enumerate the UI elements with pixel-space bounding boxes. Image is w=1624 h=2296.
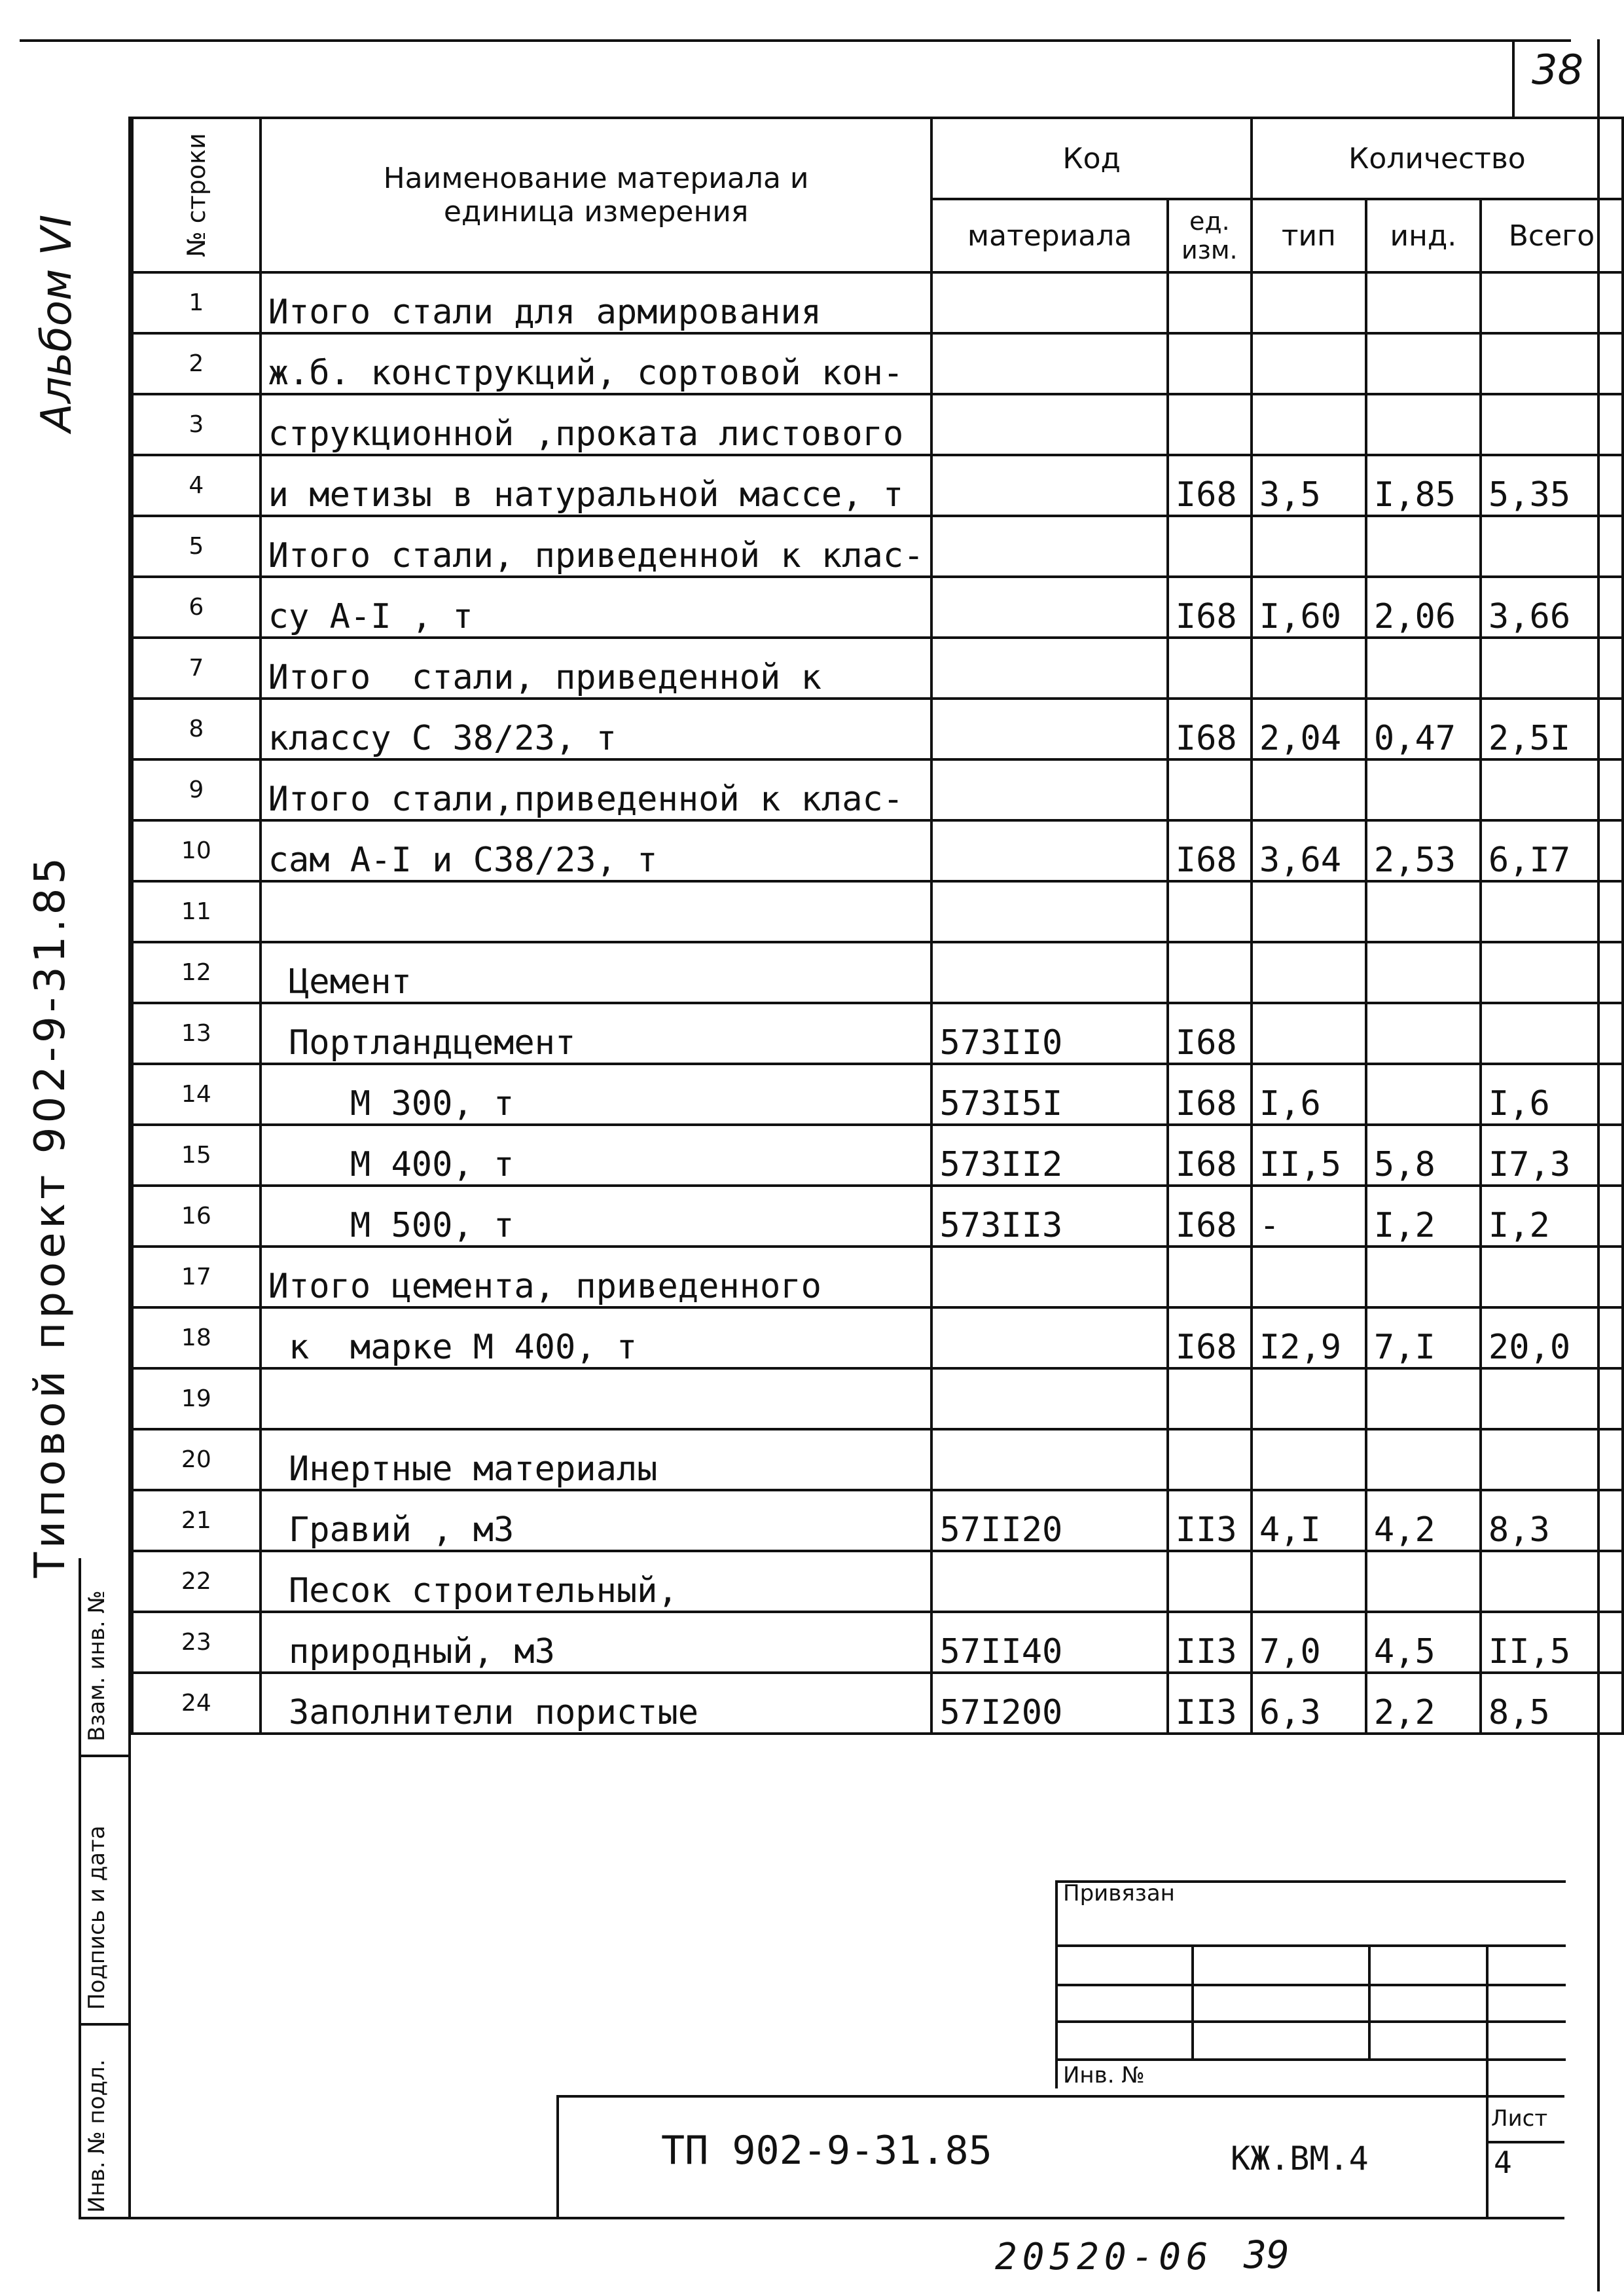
material-name-cell: М 400, т bbox=[261, 1125, 932, 1186]
material-code-cell bbox=[931, 516, 1167, 577]
stamp-strip-right bbox=[79, 1558, 81, 2217]
material-code-cell: 573II0 bbox=[931, 1003, 1167, 1064]
qty-ind-cell bbox=[1366, 942, 1481, 1003]
page-number: 38 bbox=[1532, 46, 1583, 94]
row-number-cell: 15 bbox=[132, 1125, 261, 1186]
unit-code-cell bbox=[1168, 1551, 1252, 1612]
material-name-cell: Итого цемента, приведенного bbox=[261, 1247, 932, 1307]
table-row bbox=[132, 881, 1623, 942]
qty-typ-cell: 3,5 bbox=[1252, 455, 1366, 516]
unit-code-cell bbox=[1168, 1247, 1252, 1307]
unit-code-cell: I68 bbox=[1168, 1003, 1252, 1064]
qty-ind-cell: 4,2 bbox=[1366, 1490, 1481, 1551]
unit-code-cell: II3 bbox=[1168, 1490, 1252, 1551]
material-code-cell bbox=[931, 759, 1167, 820]
qty-ind-cell bbox=[1366, 1003, 1481, 1064]
qty-total-cell: 8,5 bbox=[1481, 1673, 1623, 1734]
material-code-cell bbox=[931, 699, 1167, 759]
qty-typ-cell: I,6 bbox=[1252, 1064, 1366, 1125]
qty-ind-cell: I,2 bbox=[1366, 1186, 1481, 1247]
row-number-cell: 24 bbox=[132, 1673, 261, 1734]
unit-code-cell: I68 bbox=[1168, 1186, 1252, 1247]
material-name-cell: Гравий , м3 bbox=[261, 1490, 932, 1551]
header-row-no: № строки bbox=[132, 118, 261, 272]
sheet-number: 4 bbox=[1494, 2145, 1512, 2180]
archive-number: 20520-06 bbox=[995, 2236, 1214, 2278]
table-row bbox=[132, 1247, 1623, 1307]
unit-code-cell bbox=[1168, 638, 1252, 699]
qty-ind-cell: 2,53 bbox=[1366, 820, 1481, 881]
stamp-label-signature: Подпись и дата bbox=[84, 1825, 110, 2010]
material-name-cell: классу С 38/23, т bbox=[261, 699, 932, 759]
header-material-code: материала bbox=[931, 199, 1167, 272]
qty-typ-cell bbox=[1252, 942, 1366, 1003]
unit-code-cell bbox=[1168, 881, 1252, 942]
material-name-cell: и метизы в натуральной массе, т bbox=[261, 455, 932, 516]
table-row bbox=[132, 1612, 1623, 1673]
qty-typ-cell: 3,64 bbox=[1252, 820, 1366, 881]
qty-ind-cell: 0,47 bbox=[1366, 699, 1481, 759]
table-row bbox=[132, 1307, 1623, 1368]
unit-code-cell: I68 bbox=[1168, 1064, 1252, 1125]
qty-ind-cell bbox=[1366, 1247, 1481, 1307]
material-code-cell bbox=[931, 272, 1167, 333]
qty-typ-cell bbox=[1252, 881, 1366, 942]
qty-total-cell bbox=[1481, 516, 1623, 577]
row-number-cell: 21 bbox=[132, 1490, 261, 1551]
qty-total-cell bbox=[1481, 759, 1623, 820]
qty-ind-cell: 4,5 bbox=[1366, 1612, 1481, 1673]
material-name-cell: Итого стали,приведенной к клас- bbox=[261, 759, 932, 820]
row-number-cell: 14 bbox=[132, 1064, 261, 1125]
page-number-box-left bbox=[1512, 39, 1515, 118]
table-row bbox=[132, 394, 1623, 455]
material-code-cell bbox=[931, 820, 1167, 881]
row-number-cell: 9 bbox=[132, 759, 261, 820]
qty-typ-cell: I,60 bbox=[1252, 577, 1366, 638]
table-row bbox=[132, 516, 1623, 577]
unit-code-cell bbox=[1168, 759, 1252, 820]
table-row bbox=[132, 1551, 1623, 1612]
qty-total-cell: 3,66 bbox=[1481, 577, 1623, 638]
material-name-cell: су А-I , т bbox=[261, 577, 932, 638]
qty-ind-cell bbox=[1366, 759, 1481, 820]
qty-total-cell bbox=[1481, 272, 1623, 333]
row-number-cell: 8 bbox=[132, 699, 261, 759]
material-code-cell: 573I5I bbox=[931, 1064, 1167, 1125]
row-number-cell: 6 bbox=[132, 577, 261, 638]
qty-ind-cell bbox=[1366, 272, 1481, 333]
material-code-cell bbox=[931, 394, 1167, 455]
project-label: Типовой проект 902-9-31.85 bbox=[26, 853, 75, 1578]
material-code-cell bbox=[931, 577, 1167, 638]
unit-code-cell: I68 bbox=[1168, 699, 1252, 759]
table-row bbox=[132, 1490, 1623, 1551]
table-row bbox=[132, 1064, 1623, 1125]
unit-code-cell bbox=[1168, 394, 1252, 455]
table-row bbox=[132, 1186, 1623, 1247]
material-code-cell bbox=[931, 1247, 1167, 1307]
material-code-cell bbox=[931, 638, 1167, 699]
qty-typ-cell bbox=[1252, 1247, 1366, 1307]
qty-typ-cell: 2,04 bbox=[1252, 699, 1366, 759]
archive-page: 39 bbox=[1244, 2232, 1290, 2277]
row-number-cell: 18 bbox=[132, 1307, 261, 1368]
material-code-cell bbox=[931, 1429, 1167, 1490]
qty-typ-cell bbox=[1252, 516, 1366, 577]
qty-typ-cell bbox=[1252, 1368, 1366, 1429]
unit-code-cell bbox=[1168, 272, 1252, 333]
row-number-cell: 5 bbox=[132, 516, 261, 577]
material-name-cell: Цемент bbox=[261, 942, 932, 1003]
material-code-cell: 57I200 bbox=[931, 1673, 1167, 1734]
material-code-cell bbox=[931, 333, 1167, 394]
row-number-cell: 1 bbox=[132, 272, 261, 333]
qty-total-cell bbox=[1481, 1429, 1623, 1490]
qty-total-cell bbox=[1481, 1247, 1623, 1307]
unit-code-cell bbox=[1168, 333, 1252, 394]
stamp-inv-label: Инв. № bbox=[1063, 2062, 1145, 2088]
qty-typ-cell: - bbox=[1252, 1186, 1366, 1247]
stamp-linked-label: Привязан bbox=[1063, 1880, 1175, 1906]
sheet-code: КЖ.ВМ.4 bbox=[1231, 2140, 1369, 2178]
unit-code-cell: I68 bbox=[1168, 820, 1252, 881]
row-number-cell: 22 bbox=[132, 1551, 261, 1612]
qty-ind-cell bbox=[1366, 394, 1481, 455]
header-total: Всего bbox=[1481, 199, 1623, 272]
qty-ind-cell: I,85 bbox=[1366, 455, 1481, 516]
material-name-cell: Итого стали, приведенной к клас- bbox=[261, 516, 932, 577]
qty-total-cell: 6,I7 bbox=[1481, 820, 1623, 881]
qty-typ-cell bbox=[1252, 333, 1366, 394]
material-name-cell: к марке М 400, т bbox=[261, 1307, 932, 1368]
material-code-cell: 57II20 bbox=[931, 1490, 1167, 1551]
material-name-cell: Итого стали для армирования bbox=[261, 272, 932, 333]
table-row bbox=[132, 1429, 1623, 1490]
qty-typ-cell bbox=[1252, 759, 1366, 820]
sheet-label: Лист bbox=[1491, 2105, 1548, 2132]
material-name-cell: Итого стали, приведенной к bbox=[261, 638, 932, 699]
qty-typ-cell: 6,3 bbox=[1252, 1673, 1366, 1734]
table-row bbox=[132, 1368, 1623, 1429]
table-row bbox=[132, 1125, 1623, 1186]
material-name-cell: Инертные материалы bbox=[261, 1429, 932, 1490]
material-name-cell bbox=[261, 1368, 932, 1429]
material-name-cell: струкционной ,проката листового bbox=[261, 394, 932, 455]
unit-code-cell bbox=[1168, 516, 1252, 577]
qty-typ-cell bbox=[1252, 1429, 1366, 1490]
qty-total-cell: II,5 bbox=[1481, 1612, 1623, 1673]
qty-total-cell: I7,3 bbox=[1481, 1125, 1623, 1186]
row-number-cell: 16 bbox=[132, 1186, 261, 1247]
table-row bbox=[132, 942, 1623, 1003]
header-unit: ед. изм. bbox=[1168, 199, 1252, 272]
table-row bbox=[132, 759, 1623, 820]
qty-ind-cell bbox=[1366, 333, 1481, 394]
material-code-cell bbox=[931, 1307, 1167, 1368]
material-name-cell bbox=[261, 881, 932, 942]
document-code: ТП 902-9-31.85 bbox=[661, 2128, 992, 2174]
qty-ind-cell: 5,8 bbox=[1366, 1125, 1481, 1186]
qty-total-cell: 8,3 bbox=[1481, 1490, 1623, 1551]
material-code-cell bbox=[931, 1551, 1167, 1612]
qty-total-cell bbox=[1481, 394, 1623, 455]
material-code-cell: 573II3 bbox=[931, 1186, 1167, 1247]
qty-total-cell: I,2 bbox=[1481, 1186, 1623, 1247]
qty-typ-cell bbox=[1252, 638, 1366, 699]
stamp-label-original-inv: Инв. № подл. bbox=[84, 2059, 110, 2213]
materials-table bbox=[131, 117, 1624, 1735]
row-number-cell: 20 bbox=[132, 1429, 261, 1490]
qty-total-cell bbox=[1481, 1003, 1623, 1064]
qty-ind-cell bbox=[1366, 1429, 1481, 1490]
qty-ind-cell bbox=[1366, 1368, 1481, 1429]
qty-typ-cell bbox=[1252, 1551, 1366, 1612]
qty-total-cell bbox=[1481, 881, 1623, 942]
unit-code-cell bbox=[1168, 942, 1252, 1003]
unit-code-cell: I68 bbox=[1168, 1125, 1252, 1186]
material-name-cell: Песок строительный, bbox=[261, 1551, 932, 1612]
material-code-cell: 573II2 bbox=[931, 1125, 1167, 1186]
qty-typ-cell bbox=[1252, 1003, 1366, 1064]
qty-total-cell bbox=[1481, 1368, 1623, 1429]
qty-ind-cell bbox=[1366, 1064, 1481, 1125]
table-row bbox=[132, 577, 1623, 638]
table-row bbox=[132, 638, 1623, 699]
qty-typ-cell bbox=[1252, 272, 1366, 333]
material-code-cell bbox=[931, 881, 1167, 942]
unit-code-cell: II3 bbox=[1168, 1612, 1252, 1673]
bottom-frame-line bbox=[79, 2217, 1564, 2219]
header-typ: тип bbox=[1252, 199, 1366, 272]
qty-total-cell bbox=[1481, 638, 1623, 699]
row-number-cell: 23 bbox=[132, 1612, 261, 1673]
qty-typ-cell: 7,0 bbox=[1252, 1612, 1366, 1673]
material-name-cell: Заполнители пористые bbox=[261, 1673, 932, 1734]
top-border bbox=[20, 39, 1571, 42]
header-code-group: Код bbox=[931, 118, 1251, 199]
qty-total-cell: 2,5I bbox=[1481, 699, 1623, 759]
unit-code-cell: I68 bbox=[1168, 577, 1252, 638]
material-code-cell: 57II40 bbox=[931, 1612, 1167, 1673]
table-row bbox=[132, 699, 1623, 759]
qty-ind-cell bbox=[1366, 881, 1481, 942]
qty-ind-cell bbox=[1366, 1551, 1481, 1612]
stamp-strip-divider-2 bbox=[79, 2023, 131, 2026]
qty-ind-cell bbox=[1366, 638, 1481, 699]
qty-typ-cell: I2,9 bbox=[1252, 1307, 1366, 1368]
table-row bbox=[132, 1673, 1623, 1734]
material-code-cell bbox=[931, 942, 1167, 1003]
material-name-cell: ж.б. конструкций, сортовой кон- bbox=[261, 333, 932, 394]
row-number-cell: 10 bbox=[132, 820, 261, 881]
row-number-cell: 12 bbox=[132, 942, 261, 1003]
qty-total-cell bbox=[1481, 333, 1623, 394]
stamp-label-replacement: Взам. инв. № bbox=[84, 1590, 110, 1741]
qty-typ-cell: 4,I bbox=[1252, 1490, 1366, 1551]
row-number-cell: 11 bbox=[132, 881, 261, 942]
unit-code-cell: II3 bbox=[1168, 1673, 1252, 1734]
qty-total-cell: 20,0 bbox=[1481, 1307, 1623, 1368]
material-name-cell: сам А-I и С38/23, т bbox=[261, 820, 932, 881]
table-row bbox=[132, 1003, 1623, 1064]
unit-code-cell bbox=[1168, 1368, 1252, 1429]
header-ind: инд. bbox=[1366, 199, 1481, 272]
qty-total-cell bbox=[1481, 942, 1623, 1003]
table-row bbox=[132, 333, 1623, 394]
header-name: Наименование материала и единица измерения bbox=[261, 118, 932, 272]
row-number-cell: 4 bbox=[132, 455, 261, 516]
qty-ind-cell bbox=[1366, 516, 1481, 577]
header-quantity-group: Количество bbox=[1252, 118, 1623, 199]
qty-ind-cell: 2,2 bbox=[1366, 1673, 1481, 1734]
material-name-cell: М 300, т bbox=[261, 1064, 932, 1125]
unit-code-cell: I68 bbox=[1168, 455, 1252, 516]
material-name-cell: Портландцемент bbox=[261, 1003, 932, 1064]
qty-typ-cell bbox=[1252, 394, 1366, 455]
unit-code-cell: I68 bbox=[1168, 1307, 1252, 1368]
qty-typ-cell: II,5 bbox=[1252, 1125, 1366, 1186]
album-label: Альбом VI bbox=[33, 214, 81, 432]
material-code-cell bbox=[931, 1368, 1167, 1429]
row-number-cell: 17 bbox=[132, 1247, 261, 1307]
qty-ind-cell: 2,06 bbox=[1366, 577, 1481, 638]
table-row bbox=[132, 272, 1623, 333]
table-row bbox=[132, 820, 1623, 881]
row-number-cell: 2 bbox=[132, 333, 261, 394]
table-row bbox=[132, 455, 1623, 516]
stamp-strip-divider-1 bbox=[79, 1755, 131, 1757]
row-number-cell: 19 bbox=[132, 1368, 261, 1429]
qty-total-cell: I,6 bbox=[1481, 1064, 1623, 1125]
qty-total-cell bbox=[1481, 1551, 1623, 1612]
qty-total-cell: 5,35 bbox=[1481, 455, 1623, 516]
material-name-cell: природный, м3 bbox=[261, 1612, 932, 1673]
row-number-cell: 3 bbox=[132, 394, 261, 455]
material-code-cell bbox=[931, 455, 1167, 516]
row-number-cell: 7 bbox=[132, 638, 261, 699]
qty-ind-cell: 7,I bbox=[1366, 1307, 1481, 1368]
material-name-cell: М 500, т bbox=[261, 1186, 932, 1247]
row-number-cell: 13 bbox=[132, 1003, 261, 1064]
unit-code-cell bbox=[1168, 1429, 1252, 1490]
